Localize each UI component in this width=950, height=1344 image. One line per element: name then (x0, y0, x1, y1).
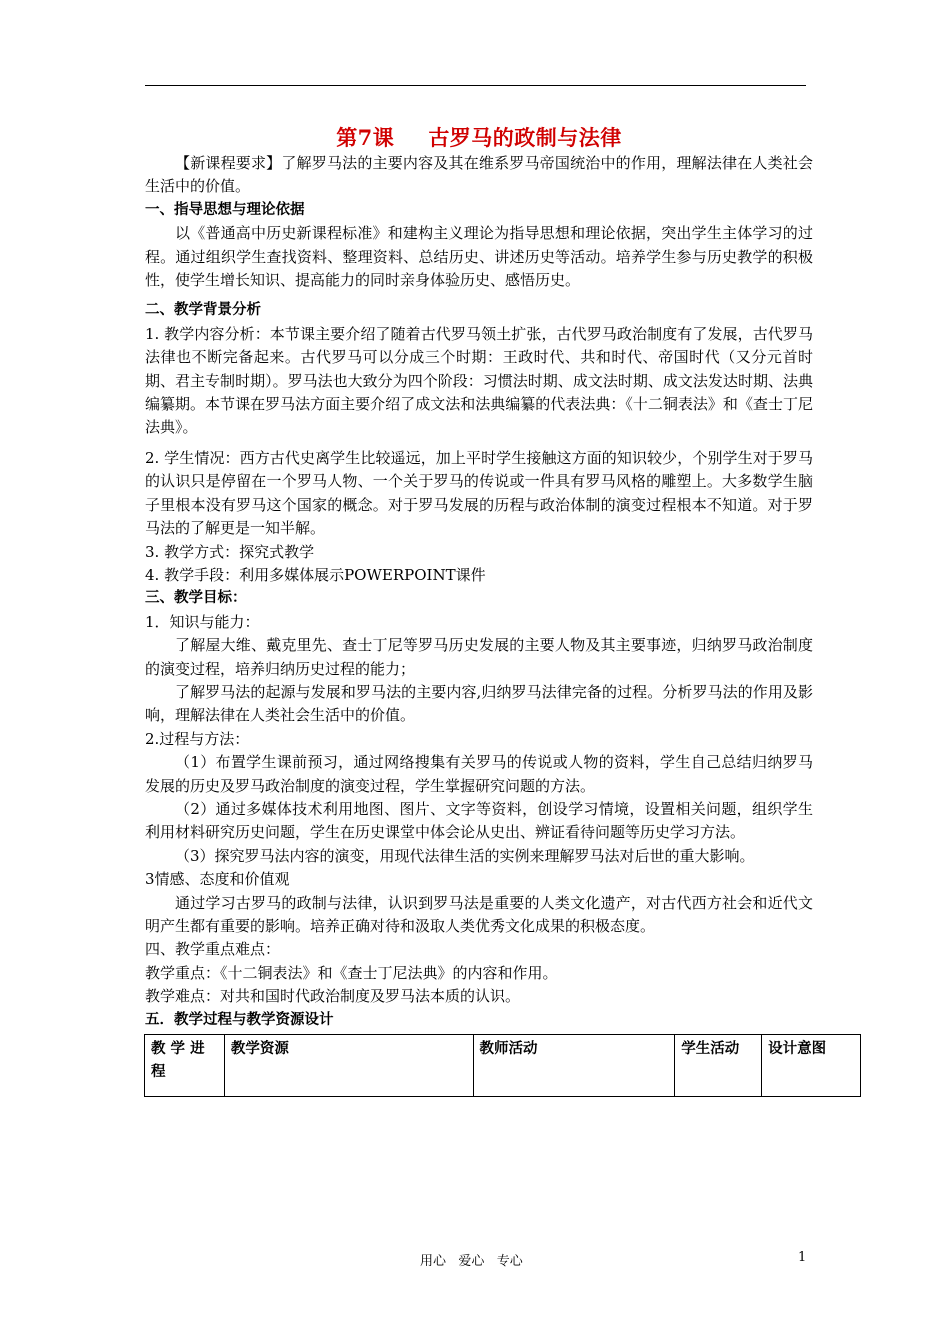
table-header-row (145, 1035, 861, 1097)
page-number: 1 (798, 1250, 807, 1265)
method-heading: 2.过程与方法： (145, 729, 250, 748)
document-body (145, 124, 827, 1097)
col-intent: 设计意图 (762, 1035, 861, 1097)
section-5-heading: 五．教学过程与教学资源设计 (145, 1011, 334, 1028)
col-student: 学生活动 (675, 1035, 762, 1097)
student-situation: 2. 学生情况：西方古代史离学生比较遥远，加上平时学生接触这方面的知识较少，个别学生对于罗马的认识只是停留在一个罗马人物、一个关于罗马的传说或一件具有罗马风格的雕塑上。大多数学生脑子里根本没有罗马这个国家的概念。对于罗马发展的历程与政治体制的演变过程根本不知道。对于罗马法的了解更是一知半解。 (145, 448, 813, 538)
method-item-3: （3）探究罗马法内容的演变，用现代法律生活的实例来理解罗马法对后世的重大影响。 (175, 846, 755, 865)
knowledge-item-2: 了解罗马法的起源与发展和罗马法的主要内容,归纳罗马法律完备的过程。分析罗马法的作用及影响，理解法律在人类社会生活中的价值。 (145, 682, 813, 725)
lesson-topic: 古罗马的政制与法律 (428, 125, 622, 150)
emotion-heading: 3情感、态度和价值观 (145, 870, 290, 889)
knowledge-heading: 1．知识与能力： (145, 612, 260, 631)
method-item-2: （2）通过多媒体技术利用地图、图片、文字等资料，创设学习情境，设置相关问题，组织学生利用材料研究历史问题，学生在历史课堂中体会论从史出、辨证看待问题等历史学习方法。 (145, 799, 813, 842)
emotion-item-1: 通过学习古罗马的政制与法律，认识到罗马法是重要的人类文化遗产，对古代西方社会和近代文明产生都有重要的影响。培养正确对待和汲取人类优秀文化成果的积极态度。 (145, 893, 813, 935)
teaching-means: 4. 教学手段：利用多媒体展示POWERPOINT课件 (145, 565, 486, 584)
header-rule (145, 85, 806, 86)
section-1-heading: 一、指导思想与理论依据 (145, 201, 305, 218)
knowledge-item-1: 了解屋大维、戴克里先、查士丁尼等罗马历史发展的主要人物及其主要事迹，归纳罗马政治制度的演变过程，培养归纳历史过程的能力； (145, 636, 813, 678)
footer-motto: 用心 爱心 专心 (420, 1254, 523, 1269)
method-item-1: （1）布置学生课前预习，通过网络搜集有关罗马的传说或人物的资料，学生自己总结归纳罗马发展的历史及罗马政治制度的演变过程，学生掌握研究问题的方法。 (145, 753, 813, 795)
section-2-heading: 二、教学背景分析 (145, 302, 261, 319)
section-3-heading: 三、教学目标： (145, 590, 247, 607)
col-resources: 教学资源 (224, 1035, 473, 1097)
page-title (145, 124, 813, 152)
teaching-method: 3. 教学方式：探究式教学 (145, 542, 315, 561)
content-analysis: 1. 教学内容分析：本节课主要介绍了随着古代罗马领土扩张，古代罗马政治制度有了发展，古代罗马法律也不断完备起来。古代罗马可以分成三个时期：王政时代、共和时代、帝国时代（又分元首时期、君主专制时期）。罗马法也大致分为四个阶段：习惯法时期、成文法时期、成文法发达时期、法典编纂期。本节课在罗马法方面主要介绍了成文法和法典编纂的代表法典：《十二铜表法》和《查士丁尼法典》。 (145, 324, 813, 437)
col-process: 教 学 进 程 (145, 1035, 225, 1097)
col-teacher: 教师活动 (473, 1035, 675, 1097)
section-1-body: 以《普通高中历史新课程标准》和建构主义理论为指导思想和理论依据，突出学生主体学习的过程。通过组织学生查找资料、整理资料、总结历史、讲述历史等活动。培养学生参与历史教学的积极性，使学生增长知识、提高能力的同时亲身体验历史、感悟历史。 (145, 224, 813, 290)
process-table (144, 1034, 861, 1097)
section-4-heading: 四、教学重点难点： (145, 940, 281, 959)
key-point: 教学重点：《十二铜表法》和《查士丁尼法典》的内容和作用。 (145, 963, 558, 982)
difficult-point: 教学难点：对共和国时代政治制度及罗马法本质的认识。 (145, 987, 521, 1006)
lesson-number: 第7课 (336, 125, 395, 150)
curriculum-requirement: 【新课程要求】了解罗马法的主要内容及其在维系罗马帝国统治中的作用，理解法律在人类社会生活中的价值。 (145, 154, 813, 196)
